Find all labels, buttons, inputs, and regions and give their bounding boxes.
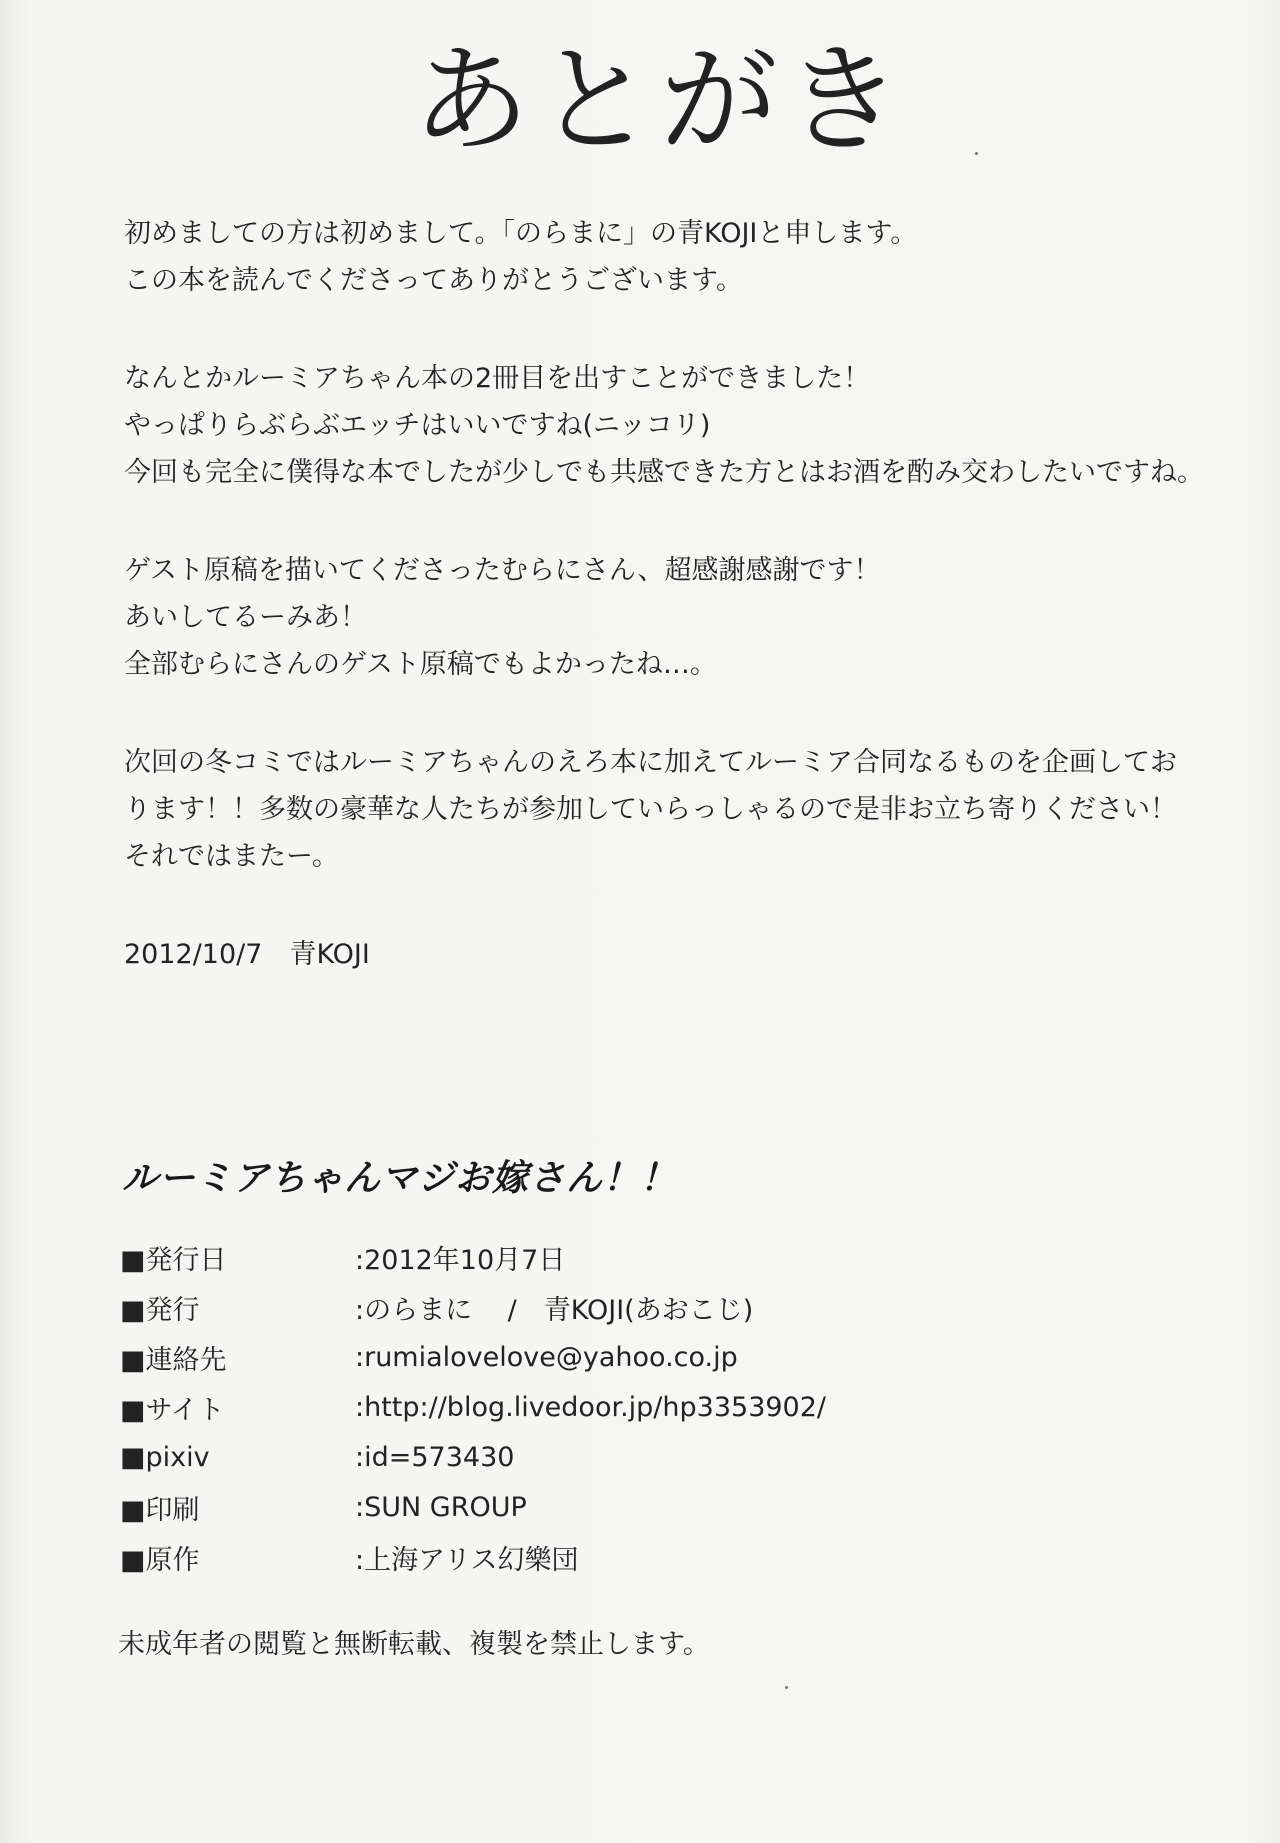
colophon-row-date [120, 1232, 1020, 1282]
colophon-value: :rumialovelove@yahoo.co.jp [355, 1341, 738, 1373]
text-line: 次回の冬コミではルーミアちゃんのえろ本に加えてルーミア合同なるものを企画してお [124, 747, 1177, 778]
text-line: あいしてるーみあ！ [124, 602, 367, 633]
colophon-value: :2012年10月7日 [355, 1244, 566, 1276]
book-title: ルーミアちゃんマジお嫁さん！！ [122, 1158, 678, 1199]
colophon-label: ■連絡先 [120, 1344, 227, 1376]
text-line: 初めましての方は初めまして。「のらまに」の青KOJIと申します。 [124, 218, 918, 249]
page-title: あとがき [411, 31, 908, 169]
colophon-row-publisher [120, 1282, 1020, 1332]
paragraph-next-event [124, 739, 1204, 880]
afterword-body [124, 210, 1204, 978]
colophon-table [120, 1232, 1020, 1582]
colophon-label: ■印刷 [120, 1494, 200, 1526]
paragraph-guest-thanks [124, 547, 1204, 688]
colophon-row-original [120, 1532, 1020, 1582]
colophon-row-printer [120, 1482, 1020, 1532]
text-line: ります！！多数の豪華な人たちが参加していらっしゃるので是非お立ち寄りください！ [124, 794, 1177, 825]
colophon-label: ■pixiv [120, 1441, 210, 1473]
paragraph-greeting [124, 210, 1204, 304]
text-line: この本を読んでくださってありがとうございます。 [124, 265, 743, 296]
text-line: 今回も完全に僕得な本でしたが少しでも共感できた方とはお酒を酌み交わしたいですね。 [124, 457, 1204, 488]
paper-speck [785, 1686, 788, 1689]
colophon-label: ■サイト [120, 1394, 225, 1426]
colophon-label: ■原作 [120, 1544, 200, 1576]
paper-speck [975, 152, 978, 155]
colophon-value: :id=573430 [355, 1441, 515, 1473]
legal-notice: 未成年者の閲覧と無断転載、複製を禁止します。 [118, 1629, 710, 1660]
colophon-value: :SUN GROUP [355, 1491, 527, 1523]
colophon-value: :のらまに / 青KOJI(あおこじ) [355, 1294, 754, 1326]
colophon-row-pixiv [120, 1432, 1020, 1482]
colophon-row-site [120, 1382, 1020, 1432]
text-line: やっぱりらぶらぶエッチはいいですね(ニッコリ) [124, 410, 711, 441]
text-line: それではまたー。 [124, 841, 339, 872]
text-line: ゲスト原稿を描いてくださったむらにさん、超感謝感謝です！ [124, 555, 881, 586]
signature-date: 2012/10/7 青KOJI [124, 939, 370, 970]
colophon-row-contact [120, 1332, 1020, 1382]
colophon-value: :http://blog.livedoor.jp/hp3353902/ [355, 1391, 826, 1423]
colophon-label: ■発行 [120, 1294, 200, 1326]
colophon-value: :上海アリス幻樂団 [355, 1544, 579, 1576]
text-line: 全部むらにさんのゲスト原稿でもよかったね…。 [124, 649, 717, 680]
paragraph-second-book [124, 355, 1204, 496]
text-line: なんとかルーミアちゃん本の2冊目を出すことができました！ [124, 363, 871, 394]
colophon-label: ■発行日 [120, 1244, 227, 1276]
